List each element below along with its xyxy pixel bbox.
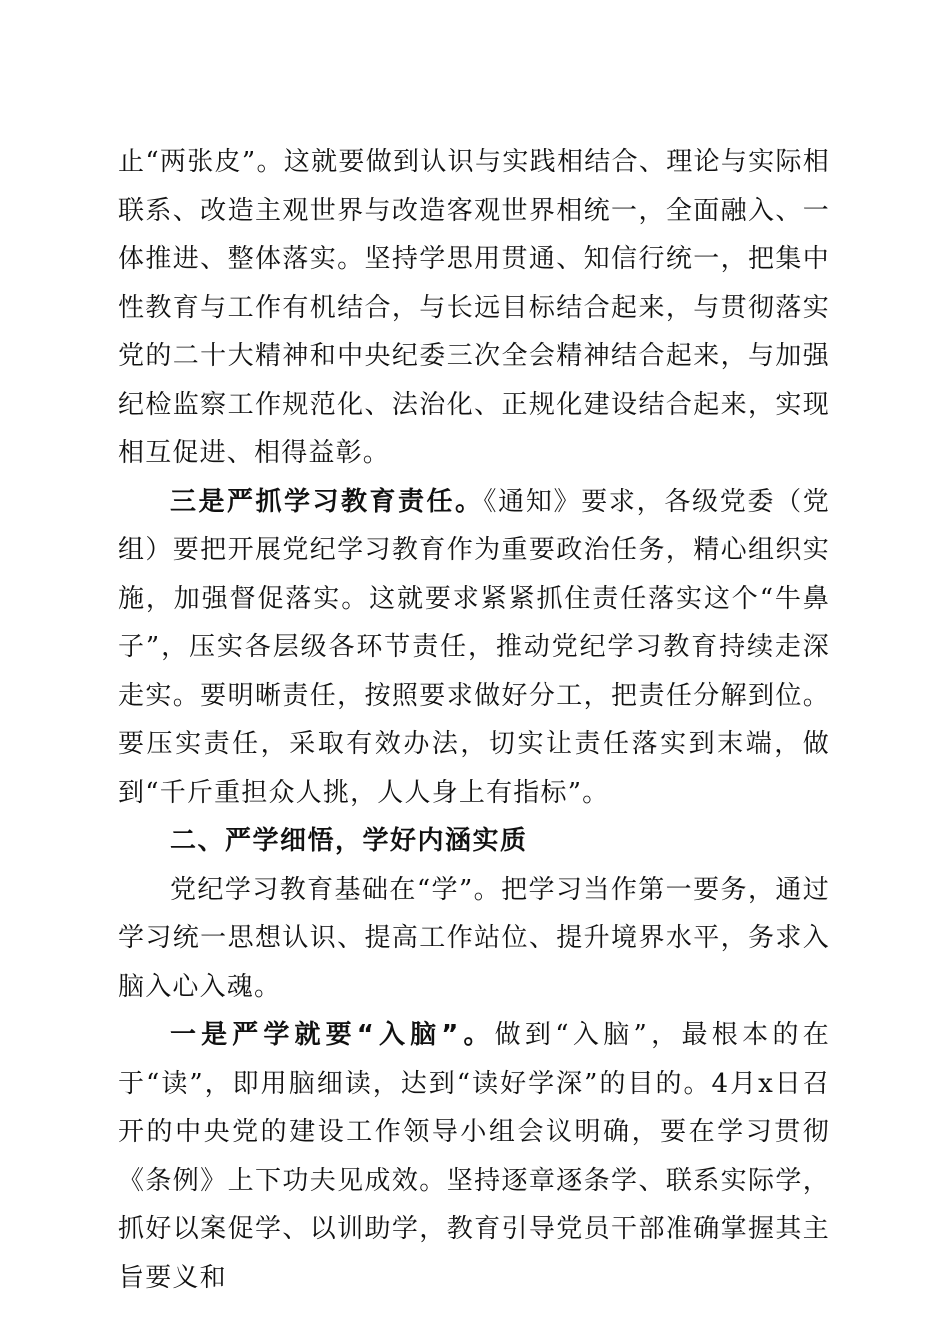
paragraph-text: 止“两张皮”。这就要做到认识与实践相结合、理论与实际相联系、改造主观世界与改造客观世界相统一，全面融入、一体推进、整体落实。坚持学思用贯通、知信行统一，把集中性教育与工作有机结合，与长远目标结合起来，与贯彻落实党的二十大精神和中央纪委三次全会精神结合起来，与加强纪检监察工作规范化、法治化、正规化建设结合起来，实现相互促进、相得益彰。 (118, 147, 830, 468)
paragraph-lead: 三是严抓学习教育责任。 (170, 486, 484, 517)
section-heading (118, 817, 830, 866)
paragraph-study-brain (118, 1011, 830, 1302)
paragraph-lead: 一是严学就要“入脑”。 (170, 1020, 495, 1050)
section-heading-text: 二、严学细悟，学好内涵实质 (170, 826, 528, 856)
paragraph-study-basis (118, 866, 830, 1012)
paragraph-continuation (118, 138, 830, 478)
paragraph-text: 《通知》要求，各级党委（党组）要把开展党纪学习教育作为重要政治任务，精心组织实施，加强督促落实。这就要求紧紧抓住责任落实这个“牛鼻子”，压实各层级各环节责任，推动党纪学习教育持续走深走实。要明晰责任，按照要求做好分工，把责任分解到位。要压实责任，采取有效办法，切实让责任落实到末端，做到“千斤重担众人挑，人人身上有指标”。 (118, 486, 830, 808)
paragraph-text: 做到“入脑”，最根本的在于“读”，即用脑细读，达到“读好学深”的目的。4月x日召开的中央党的建设工作领导小组会议明确，要在学习贯彻《条例》上下功夫见成效。坚持逐章逐条学、联系实际学，抓好以案促学、以训助学，教育引导党员干部准确掌握其主旨要义和 (118, 1020, 830, 1293)
paragraph-text: 党纪学习教育基础在“学”。把学习当作第一要务，通过学习统一思想认识、提高工作站位、提升境界水平，务求入脑入心入魂。 (118, 874, 830, 1002)
paragraph-responsibility (118, 478, 830, 818)
document-body (118, 138, 830, 1302)
